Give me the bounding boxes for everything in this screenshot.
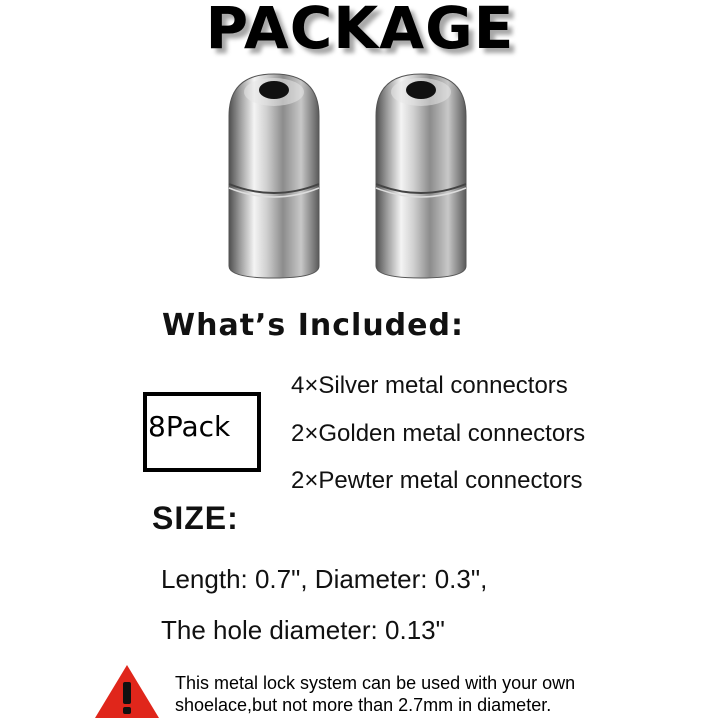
size-heading: SIZE: <box>152 500 239 536</box>
note-line: This metal lock system can be used with your own <box>175 673 576 693</box>
size-line: The hole diameter: 0.13" <box>161 615 445 645</box>
metal-lock-connector-icon <box>225 70 323 282</box>
warning-icon <box>92 662 162 720</box>
note-text <box>175 672 575 716</box>
pack-label: 8Pack <box>148 410 231 443</box>
included-item: 4×Silver metal connectors <box>291 372 568 399</box>
note-line: shoelace,but not more than 2.7mm in diameter. <box>175 695 552 715</box>
included-heading: What’s Included: <box>162 308 464 343</box>
size-line: Length: 0.7", Diameter: 0.3", <box>161 564 488 594</box>
included-item: 2×Golden metal connectors <box>291 420 586 447</box>
included-item: 2×Pewter metal connectors <box>291 467 583 494</box>
metal-lock-connector-icon <box>372 70 470 282</box>
page-title: PACKAGE <box>205 0 515 62</box>
